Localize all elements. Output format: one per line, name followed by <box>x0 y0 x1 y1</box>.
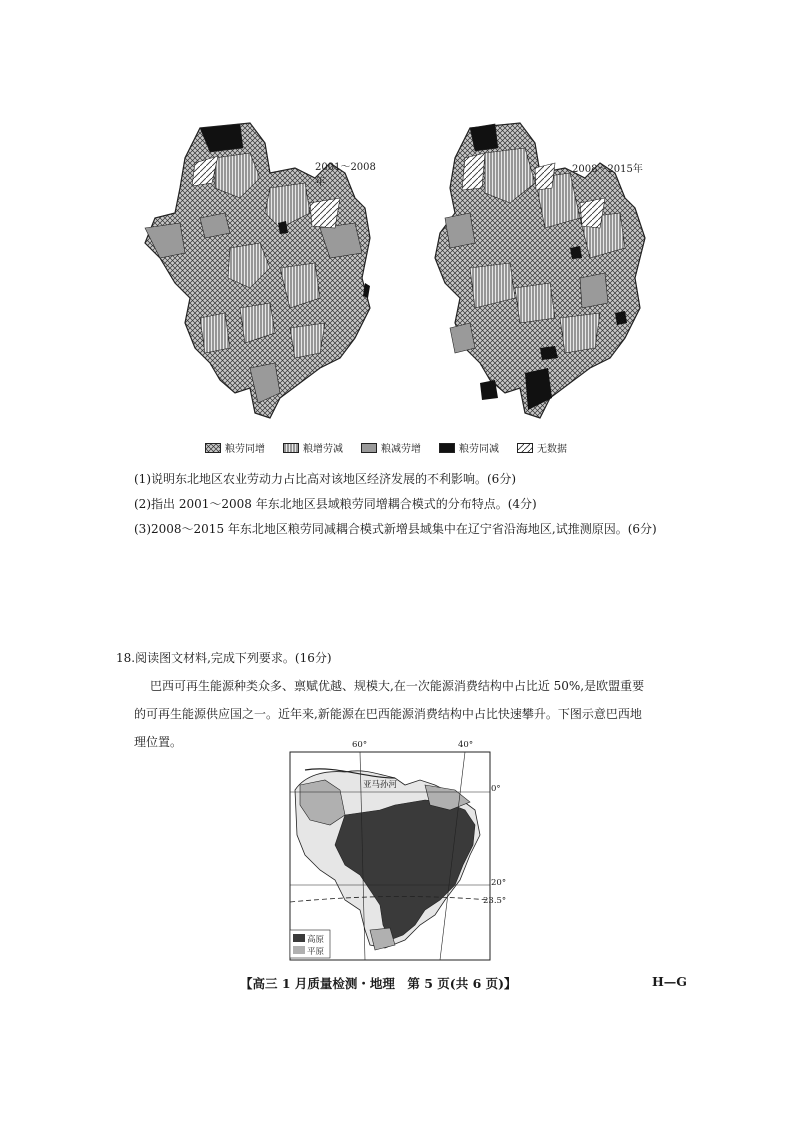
brazil-map <box>285 740 507 965</box>
q18-paragraph-line-1: 巴西可再生能源种类众多、禀赋优越、规模大,在一次能源消费结构中占比近 50%,是欧盟重要 <box>150 679 645 693</box>
map-legend <box>205 440 567 455</box>
lat-23-5-label: 23.5° <box>483 896 507 906</box>
question-1: (1)说明东北地区农业劳动力占比高对该地区经济发展的不利影响。(6分) <box>134 472 516 486</box>
lon-60-label: 60° <box>352 740 368 750</box>
legend-plain-label: 平原 <box>307 947 325 957</box>
crosshatch-swatch-icon <box>205 443 221 453</box>
map-title: 2001～2008年 <box>315 162 376 188</box>
legend-item-black <box>439 440 499 455</box>
lon-40-label: 40° <box>458 740 474 750</box>
question-2: (2)指出 2001～2008 年东北地区县域粮劳同增耦合模式的分布特点。(4分) <box>134 497 537 511</box>
legend-label: 无数据 <box>537 444 567 455</box>
legend-label: 粮增劳减 <box>303 444 343 455</box>
plateau-swatch-icon <box>293 934 305 942</box>
page-code: H—G <box>652 974 687 989</box>
map-2008-2015 <box>430 118 670 428</box>
map-2001-2008 <box>140 118 380 428</box>
question-3: (3)2008～2015 年东北地区粮劳同减耦合模式新增县域集中在辽宁省沿海地区,试推测原因。(6分) <box>134 522 657 536</box>
gray-swatch-icon <box>361 443 377 453</box>
legend-label: 粮劳同增 <box>225 444 265 455</box>
q18-paragraph-line-2: 的可再生能源供应国之一。近年来,新能源在巴西能源消费结构中占比快速攀升。下图示意巴西地 <box>134 707 642 721</box>
map-title: 2008～2015年 <box>572 164 643 175</box>
legend-item-diagonal <box>517 440 567 455</box>
legend-label: 粮劳同减 <box>459 444 499 455</box>
q18-paragraph-line-3: 理位置。 <box>134 735 183 749</box>
legend-label: 粮减劳增 <box>381 444 421 455</box>
lat-20-label: 20° <box>491 878 507 888</box>
lat-0-label: 0° <box>491 784 501 794</box>
legend-plateau-label: 高原 <box>307 935 325 945</box>
legend-item-gray <box>361 440 421 455</box>
black-swatch-icon <box>439 443 455 453</box>
plain-swatch-icon <box>293 946 305 954</box>
legend-item-crosshatch <box>205 440 265 455</box>
page-footer: 【高三 1 月质量检测・地理 第 5 页(共 6 页)】 <box>240 976 517 991</box>
diagonal-lines-swatch-icon <box>517 443 533 453</box>
amazon-river-label: 亚马孙河 <box>363 780 398 790</box>
q18-heading: 18.阅读图文材料,完成下列要求。(16分) <box>116 651 332 665</box>
vertical-lines-swatch-icon <box>283 443 299 453</box>
legend-item-vertical <box>283 440 343 455</box>
